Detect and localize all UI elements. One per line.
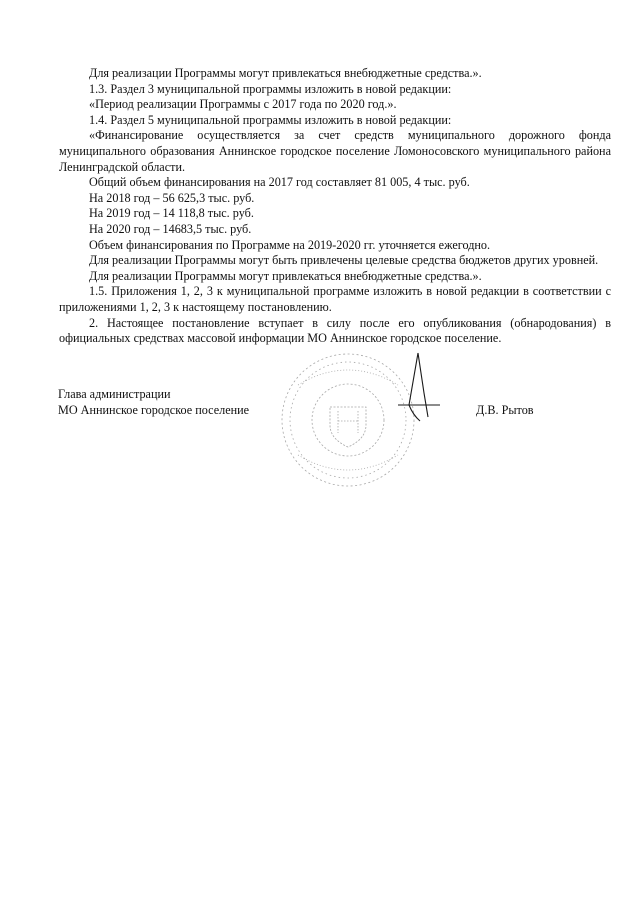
paragraph-2018: На 2018 год – 56 625,3 тыс. руб. — [89, 190, 255, 205]
signatory-position: Глава администрации — [58, 387, 171, 401]
signatory-organization: МО Аннинское городское поселение — [58, 402, 250, 417]
paragraph-total-2017: Общий объем финансирования на 2017 год составляет 81 005, 4 тыс. руб. — [89, 175, 470, 190]
signatory-name: Д.В. Рытов — [476, 402, 534, 417]
document-body — [59, 66, 611, 347]
paragraph-financing: «Финансирование осуществляется за счет средств муниципального дорожного фонда муниципального образования Аннинское городское поселение Ломоносовского муниципального района Ленинградской области. — [59, 128, 611, 174]
paragraph-period: «Период реализации Программы с 2017 года по 2020 год.». — [89, 97, 397, 112]
paragraph-2020: На 2020 год – 14683,5 тыс. руб. — [89, 221, 252, 236]
paragraph-section-5: 1.4. Раздел 5 муниципальной программы изложить в новой редакции: — [89, 112, 452, 127]
official-seal-and-signature — [268, 345, 458, 495]
paragraph-2019: На 2019 год – 14 118,8 тыс. руб. — [89, 206, 254, 221]
paragraph-offbudget-1: Для реализации Программы могут привлекаться внебюджетные средства.». — [89, 66, 482, 80]
paragraph-section-3: 1.3. Раздел 3 муниципальной программы изложить в новой редакции: — [89, 81, 452, 96]
signature-block — [58, 387, 618, 418]
seal-icon — [282, 354, 414, 486]
paragraph-annual-update: Объем финансирования по Программе на 2019-2020 гг. уточняется ежегодно. — [89, 237, 491, 252]
paragraph-appendices: 1.5. Приложения 1, 2, 3 к муниципальной программе изложить в новой редакции в соответствии с приложениями 1, 2, 3 к настоящему постановлению. — [59, 284, 611, 314]
paragraph-offbudget-2: Для реализации Программы могут привлекаться внебюджетные средства.». — [89, 268, 482, 283]
paragraph-entry-into-force: 2. Настоящее постановление вступает в силу после его опубликования (обнародования) в официальных средствах массовой информации МО Аннинское городское поселение. — [59, 315, 611, 346]
paragraph-targeted-funds: Для реализации Программы могут быть привлечены целевые средства бюджетов других уровней. — [89, 253, 599, 268]
